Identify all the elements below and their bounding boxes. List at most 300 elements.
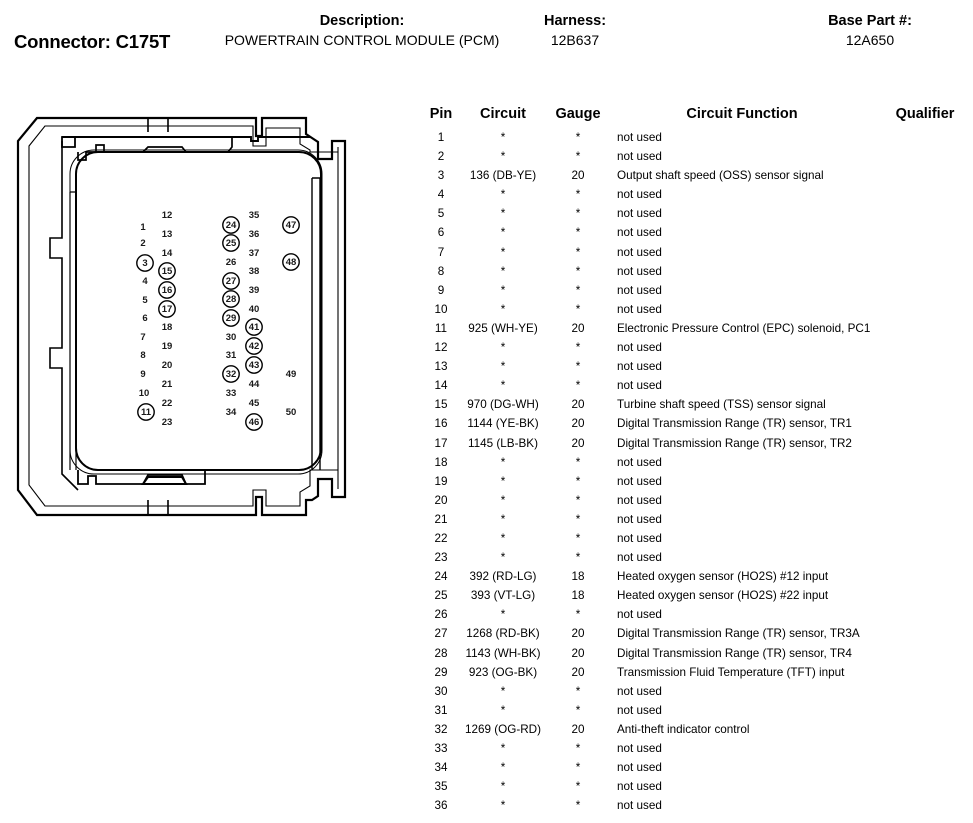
cell-pin: 18 [434,455,448,469]
connector-pin-16 [159,282,175,298]
cell-qualifier [877,472,973,491]
cell-pin: 2 [437,150,445,164]
description-value: POWERTRAIN CONTROL MODULE (PCM) [224,32,500,48]
table-row [425,548,973,567]
cell-gauge: * [575,531,581,545]
cell-qualifier [877,529,973,548]
pin-number-label: 11 [140,407,152,419]
connector-pin-15 [159,263,175,279]
cell-function: Digital Transmission Range (TR) sensor, TR4 [617,646,852,660]
cell-circuit: * [500,684,506,698]
cell-function: Digital Transmission Range (TR) sensor, TR2 [617,436,852,450]
connector-right-rail [312,178,320,470]
cell-gauge: * [575,703,581,717]
table-row [425,701,973,720]
cell-circuit: 1269 (OG-RD) [465,722,541,736]
connector-pin-27 [223,273,239,289]
cell-circuit: * [500,360,506,374]
cell-pin: 29 [434,665,448,679]
cell-function: not used [617,512,662,526]
cell-gauge: * [575,283,581,297]
pin-number-label: 24 [225,220,237,232]
cell-circuit: * [500,245,506,259]
connector-pin-9 [140,369,145,380]
cell-qualifier [877,491,973,510]
header-qualifier: Qualifier [895,106,955,122]
cell-gauge: * [575,684,581,698]
cell-circuit: * [500,703,506,717]
cell-qualifier [877,701,973,720]
cell-qualifier [877,434,973,453]
cell-function: not used [617,703,662,717]
pin-number-label: 46 [248,417,260,429]
connector-pin-40 [249,304,260,315]
cell-gauge: * [575,455,581,469]
table-row [425,414,973,433]
cell-gauge: * [575,379,581,393]
cell-gauge: * [575,474,581,488]
connector-mid-frame [62,137,75,147]
table-row [425,758,973,777]
cell-pin: 35 [434,780,448,794]
connector-pin-35 [249,210,260,221]
cell-pin: 6 [437,226,445,240]
document-header [0,0,973,98]
cell-pin: 21 [434,512,448,526]
cell-gauge: 20 [571,646,585,660]
connector-pin-12 [162,210,173,221]
pin-number-label: 25 [225,238,237,250]
cell-pin: 11 [434,321,448,335]
cell-function: not used [617,493,662,507]
pin-number-label: 12 [161,210,173,222]
pin-number-label: 7 [140,332,146,344]
pin-number-label: 36 [248,229,260,241]
cell-qualifier [877,243,973,262]
harness-label: Harness: [543,13,607,29]
connector-pin-2 [140,238,145,249]
table-row [425,453,973,472]
table-row [425,357,973,376]
cell-qualifier [877,357,973,376]
cell-function: not used [617,150,662,164]
pin-number-label: 29 [225,313,237,325]
cell-pin: 5 [437,207,445,221]
cell-pin: 34 [434,761,448,775]
cell-circuit: 925 (WH-YE) [468,321,538,335]
cell-qualifier [877,166,973,185]
pin-number-label: 38 [248,266,260,278]
connector-pin-4 [142,276,148,287]
connector-latch-frame [62,137,310,141]
connector-pin-1 [140,222,146,233]
cell-pin: 9 [437,283,445,297]
cell-function: not used [617,226,662,240]
cell-circuit: * [500,226,506,240]
cell-gauge: * [575,799,581,813]
harness-value: 12B637 [550,32,600,48]
cell-gauge: * [575,226,581,240]
cell-pin: 24 [434,570,448,584]
connector-title: Connector: C175T [14,31,171,52]
cell-circuit: * [500,131,506,144]
pin-number-label: 22 [161,398,173,410]
cell-pin: 8 [437,264,445,278]
table-row [425,491,973,510]
cell-qualifier [877,281,973,300]
cell-pin: 17 [434,436,448,450]
cell-function: Digital Transmission Range (TR) sensor, TR1 [617,417,852,431]
pin-assignment-table [425,106,973,820]
cell-circuit: 1143 (WH-BK) [465,646,541,660]
pin-number-label: 35 [248,210,260,222]
cell-circuit: * [500,551,506,565]
cell-gauge: * [575,264,581,278]
table-row [425,605,973,624]
cell-pin: 36 [434,799,448,813]
table-row [425,185,973,204]
table-row [425,720,973,739]
connector-left-rail [50,141,78,490]
cell-qualifier [877,548,973,567]
cell-circuit: * [500,512,506,526]
pin-number-label: 13 [161,229,173,241]
cell-gauge: 20 [571,398,585,412]
cell-qualifier [877,758,973,777]
cell-gauge: * [575,761,581,775]
table-row [425,586,973,605]
connector-pin-10 [139,388,150,399]
connector-pin-19 [162,341,173,352]
connector-pin-28 [223,291,239,307]
pin-number-label: 42 [248,341,260,353]
pin-number-label: 19 [161,341,173,353]
cell-gauge: * [575,551,581,565]
header-gauge: Gauge [555,106,601,122]
cell-gauge: * [575,608,581,622]
cell-pin: 12 [434,341,448,355]
cell-function: Heated oxygen sensor (HO2S) #22 input [617,589,829,603]
table-row [425,223,973,242]
cell-function: Heated oxygen sensor (HO2S) #12 input [617,570,829,584]
connector-pin-23 [162,417,173,428]
cell-qualifier [877,223,973,242]
cell-function: not used [617,131,662,144]
connector-outer-shell [18,118,345,515]
cell-gauge: * [575,341,581,355]
description-label: Description: [319,13,405,29]
table-row [425,128,973,147]
cell-circuit: 1144 (YE-BK) [467,417,539,431]
cell-function: not used [617,531,662,545]
description-column [212,12,512,50]
cell-circuit: * [500,742,506,755]
cell-qualifier [877,262,973,281]
connector-pin-33 [226,388,237,399]
cell-pin: 13 [434,360,448,374]
connector-pin-6 [142,313,147,324]
table-row [425,147,973,166]
cell-gauge: 20 [571,665,585,679]
cell-gauge: * [575,780,581,794]
cell-function: not used [617,245,662,259]
cell-pin: 30 [434,684,448,698]
cell-function: not used [617,188,662,202]
pin-number-label: 14 [161,248,173,260]
connector-pin-17 [159,301,175,317]
cell-gauge: * [575,512,581,526]
cell-circuit: 136 (DB-YE) [469,169,537,183]
table-header-row [425,106,973,128]
cell-function: not used [617,302,662,316]
cell-qualifier [877,720,973,739]
cell-pin: 20 [434,493,448,507]
cell-circuit: 923 (OG-BK) [468,665,538,679]
pin-number-label: 37 [248,248,260,260]
connector-bottom-bar [143,477,186,484]
cell-pin: 15 [434,398,448,412]
base-part-label: Base Part #: [828,13,912,29]
pin-number-label: 43 [248,360,260,372]
table-row [425,663,973,682]
connector-top-tabs [148,118,168,132]
connector-pin-5 [142,295,148,306]
cell-pin: 31 [434,703,448,717]
connector-pin-45 [249,398,260,409]
cell-qualifier [877,796,973,815]
cell-pin: 19 [434,474,448,488]
cell-circuit: * [500,761,506,775]
cell-function: not used [617,799,662,813]
cell-function: not used [617,207,662,221]
cell-gauge: 20 [571,627,585,641]
table-row [425,262,973,281]
cell-circuit: * [500,493,506,507]
cell-gauge: * [575,188,581,202]
cell-qualifier [877,185,973,204]
connector-bottom-tabs [148,500,168,514]
cell-qualifier [877,739,973,758]
cell-function: not used [617,742,662,755]
cell-function: Output shaft speed (OSS) sensor signal [617,169,824,183]
base-part-value: 12A650 [845,32,895,48]
cell-qualifier [877,663,973,682]
harness-column [480,12,670,50]
cell-pin: 32 [434,722,448,736]
connector-pin-37 [249,248,260,259]
table-row [425,338,973,357]
cell-pin: 10 [434,302,448,316]
connector-pin-50 [286,407,297,418]
cell-function: not used [617,551,662,565]
connector-pin-36 [249,229,260,240]
connector-pin-39 [249,285,260,296]
pin-number-label: 40 [248,304,260,316]
cell-qualifier [877,510,973,529]
connector-pin-47 [283,217,299,233]
connector-pin-22 [162,398,173,409]
cell-pin: 1 [437,131,445,144]
cell-circuit: 970 (DG-WH) [467,398,539,412]
pin-number-label: 44 [248,379,260,391]
cell-gauge: * [575,131,581,144]
header-circuit: Circuit [480,106,526,122]
cell-qualifier [877,777,973,796]
pin-number-label: 39 [248,285,260,297]
cell-qualifier [877,682,973,701]
cell-circuit: * [500,799,506,813]
connector-pin-32 [223,366,239,382]
pin-number-label: 50 [285,407,297,419]
cell-circuit: * [500,780,506,794]
connector-pin-8 [140,350,145,361]
cell-circuit: 1145 (LB-BK) [468,436,538,450]
cell-pin: 27 [434,627,448,641]
pin-number-label: 41 [248,322,260,334]
cell-circuit: * [500,302,506,316]
connector-face-diagram [0,100,400,540]
pin-number-label: 21 [161,379,173,391]
table-row [425,567,973,586]
cell-qualifier [877,624,973,643]
cell-qualifier [877,567,973,586]
cell-function: not used [617,455,662,469]
cell-gauge: * [575,493,581,507]
cell-gauge: * [575,742,581,755]
connector-pin-11 [138,404,154,420]
table-row [425,682,973,701]
pin-number-label: 20 [161,360,173,372]
connector-cavity [76,152,321,470]
pin-number-label: 48 [285,257,297,269]
cell-circuit: 393 (VT-LG) [470,589,536,603]
cell-qualifier [877,644,973,663]
cell-circuit: * [500,283,506,297]
connector-pin-21 [162,379,173,390]
cell-function: not used [617,341,662,355]
connector-pin-48 [283,254,299,270]
cell-qualifier [877,128,973,147]
connector-pin-49 [286,369,297,380]
cell-pin: 14 [434,379,448,393]
cell-function: not used [617,608,662,622]
pin-number-label: 47 [285,220,297,232]
cell-pin: 22 [434,531,448,545]
pin-number-label: 49 [285,369,297,381]
cell-qualifier [877,338,973,357]
cell-function: not used [617,761,662,775]
cell-pin: 23 [434,551,448,565]
pin-number-label: 45 [248,398,260,410]
cell-function: Anti-theft indicator control [617,722,750,736]
connector-pin-7 [140,332,145,343]
connector-pin-13 [162,229,173,240]
cell-circuit: * [500,150,506,164]
cell-function: not used [617,360,662,374]
cell-gauge: 20 [571,722,585,736]
cell-circuit: * [500,531,506,545]
connector-cavity-inner-line [70,150,322,474]
cell-pin: 4 [437,188,445,202]
table-row [425,319,973,338]
cell-pin: 25 [434,589,448,603]
pin-number-label: 34 [225,407,237,419]
cell-gauge: * [575,302,581,316]
pin-number-label: 23 [161,417,173,429]
cell-qualifier [877,204,973,223]
pin-number-label: 32 [225,369,237,381]
cell-circuit: * [500,474,506,488]
pin-number-label: 4 [142,276,148,288]
cell-function: Transmission Fluid Temperature (TFT) input [617,665,845,679]
cell-gauge: 20 [571,169,585,183]
cell-qualifier [877,586,973,605]
cell-qualifier [877,319,973,338]
pin-number-label: 33 [225,388,237,400]
table-row [425,472,973,491]
pin-number-label: 16 [161,285,173,297]
cell-function: not used [617,264,662,278]
connector-pin-14 [162,248,173,259]
cell-gauge: 20 [571,321,585,335]
pin-number-label: 3 [142,258,148,270]
cell-gauge: * [575,360,581,374]
cell-pin: 16 [434,417,448,431]
pin-number-label: 26 [225,257,237,269]
table-row [425,529,973,548]
cell-qualifier [877,453,973,472]
cell-gauge: * [575,207,581,221]
cell-function: Turbine shaft speed (TSS) sensor signal [617,398,826,412]
connector-pin-41 [246,319,262,335]
connector-pin-18 [162,322,173,333]
connector-pin-42 [246,338,262,354]
cell-qualifier [877,395,973,414]
base-part-column [770,12,970,50]
pin-number-label: 10 [138,388,150,400]
cell-function: not used [617,684,662,698]
cell-circuit: * [500,341,506,355]
cell-pin: 33 [434,742,448,755]
table-row [425,243,973,262]
cell-function: not used [617,780,662,794]
cell-pin: 26 [434,608,448,622]
cell-pin: 7 [437,245,445,259]
cell-qualifier [877,300,973,319]
table-row [425,204,973,223]
pin-number-label: 5 [142,295,148,307]
pin-number-label: 28 [225,294,237,306]
table-row [425,624,973,643]
cell-circuit: * [500,608,506,622]
pin-number-label: 6 [142,313,148,325]
table-row [425,644,973,663]
cell-gauge: 18 [571,570,585,584]
table-row [425,777,973,796]
connector-pin-25 [223,235,239,251]
cell-pin: 28 [434,646,448,660]
cell-gauge: 18 [571,589,585,603]
connector-pin-43 [246,357,262,373]
cell-circuit: * [500,379,506,393]
header-pin: Pin [429,106,453,122]
cell-function: Digital Transmission Range (TR) sensor, TR3A [617,627,860,641]
table-row [425,434,973,453]
table-row [425,510,973,529]
table-row [425,796,973,815]
pin-layer [137,210,299,430]
cell-gauge: * [575,245,581,259]
